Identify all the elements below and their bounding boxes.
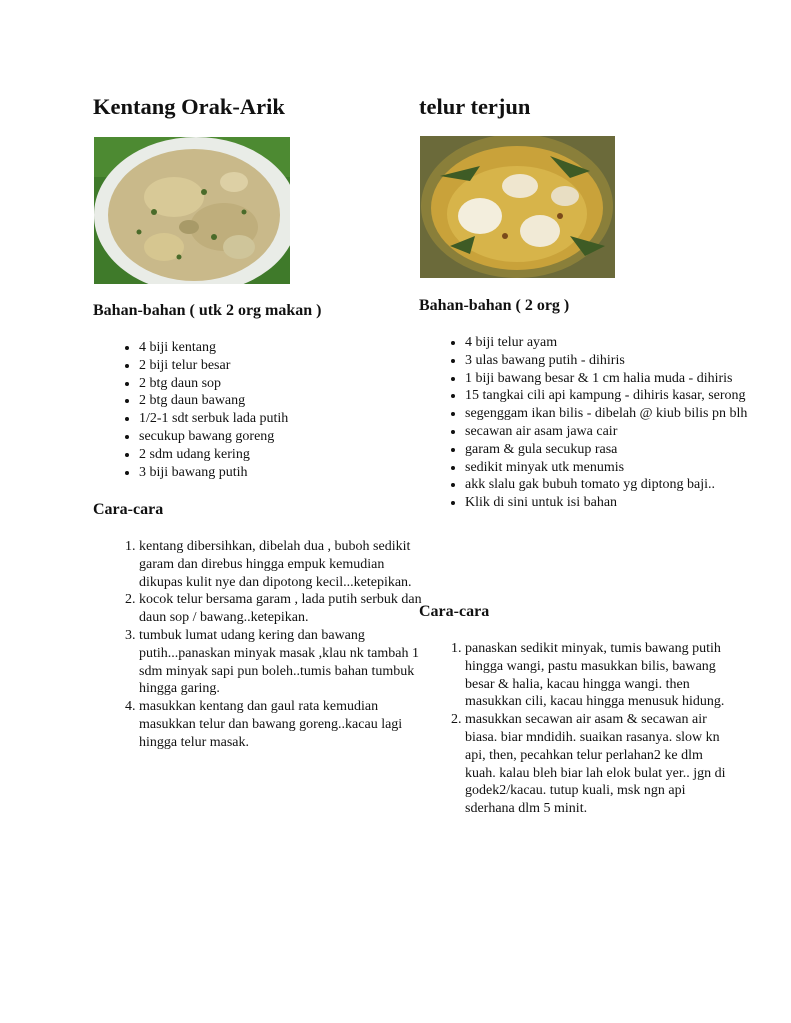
ingredient-item: • 4 biji telur ayam bbox=[465, 334, 757, 352]
ingredient-item: • akk slalu gak bubuh tomato yg diptong baji.. bbox=[465, 476, 757, 494]
steps-list-left bbox=[93, 538, 429, 752]
step-item: 1. panaskan sedikit minyak, tumis bawang putih hingga wangi, pastu masukkan bilis, bawang besar & halia, kacau hingga wangi. then masukkan cili, kacau hingga menusuk hidung. bbox=[465, 640, 735, 711]
step-item: 4. masukkan kentang dan gaul rata kemudian masukkan telur dan bawang goreng..kacau lagi hingga telur masak. bbox=[139, 698, 429, 751]
ingredient-item: • 3 biji bawang putih bbox=[139, 464, 429, 482]
recipe-title-left: Kentang Orak-Arik bbox=[93, 94, 285, 119]
step-item: 2. masukkan secawan air asam & secawan air biasa. biar mndidih. suaikan rasanya. slow kn api, then, pecahkan telur perlahan2 ke dlm kuah. kalau bleh biar lah elok bulat yer.. jgn di godek2/kacau. tutup kuali, msk ngn api sderhana dlm 5 minit. bbox=[465, 711, 735, 818]
ingredients-list-left bbox=[93, 339, 429, 481]
ingredient-item: • 2 sdm udang kering bbox=[139, 446, 429, 464]
step-item: 2. kocok telur bersama garam , lada putih serbuk dan daun sop / bawang..ketepikan. bbox=[139, 591, 429, 627]
ingredient-item: • 2 biji telur besar bbox=[139, 357, 429, 375]
ingredients-list-right bbox=[419, 334, 757, 512]
ingredients-heading-left: Bahan-bahan ( utk 2 org makan ) bbox=[93, 302, 322, 319]
steps-heading-right: Cara-cara bbox=[419, 603, 490, 620]
step-item: 3. tumbuk lumat udang kering dan bawang putih...panaskan minyak masak ,klau nk tambah 1 sdm minyak sapi pun boleh..tumis bahan tumbuk hingga garing. bbox=[139, 627, 429, 698]
ingredient-item: • segenggam ikan bilis - dibelah @ kiub bilis pn blh bbox=[465, 405, 757, 423]
ingredients-heading-right: Bahan-bahan ( 2 org ) bbox=[419, 297, 570, 314]
ingredient-item: • garam & gula secukup rasa bbox=[465, 441, 757, 459]
ingredient-item: • 2 btg daun bawang bbox=[139, 392, 429, 410]
step-item: 1. kentang dibersihkan, dibelah dua , buboh sedikit garam dan direbus hingga empuk kemudian dikupas kulit nye dan dipotong kecil...ketepikan. bbox=[139, 538, 429, 591]
ingredient-item: • secawan air asam jawa cair bbox=[465, 423, 757, 441]
egg-dish-photo bbox=[420, 136, 615, 278]
ingredient-item: • secukup bawang goreng bbox=[139, 428, 429, 446]
ingredient-item: • Klik di sini untuk isi bahan bbox=[465, 494, 757, 512]
potato-dish-photo bbox=[94, 137, 290, 284]
ingredient-item: • 1 biji bawang besar & 1 cm halia muda - dihiris bbox=[465, 370, 757, 388]
steps-heading-left: Cara-cara bbox=[93, 501, 164, 518]
recipe-title-right: telur terjun bbox=[419, 94, 531, 119]
ingredient-item: • 3 ulas bawang putih - dihiris bbox=[465, 352, 757, 370]
ingredient-item: • 2 btg daun sop bbox=[139, 375, 429, 393]
steps-list-right bbox=[419, 640, 735, 818]
ingredient-item: • 15 tangkai cili api kampung - dihiris kasar, serong bbox=[465, 387, 757, 405]
ingredient-item: • sedikit minyak utk menumis bbox=[465, 459, 757, 477]
ingredient-item: • 4 biji kentang bbox=[139, 339, 429, 357]
ingredient-item: • 1/2-1 sdt serbuk lada putih bbox=[139, 410, 429, 428]
